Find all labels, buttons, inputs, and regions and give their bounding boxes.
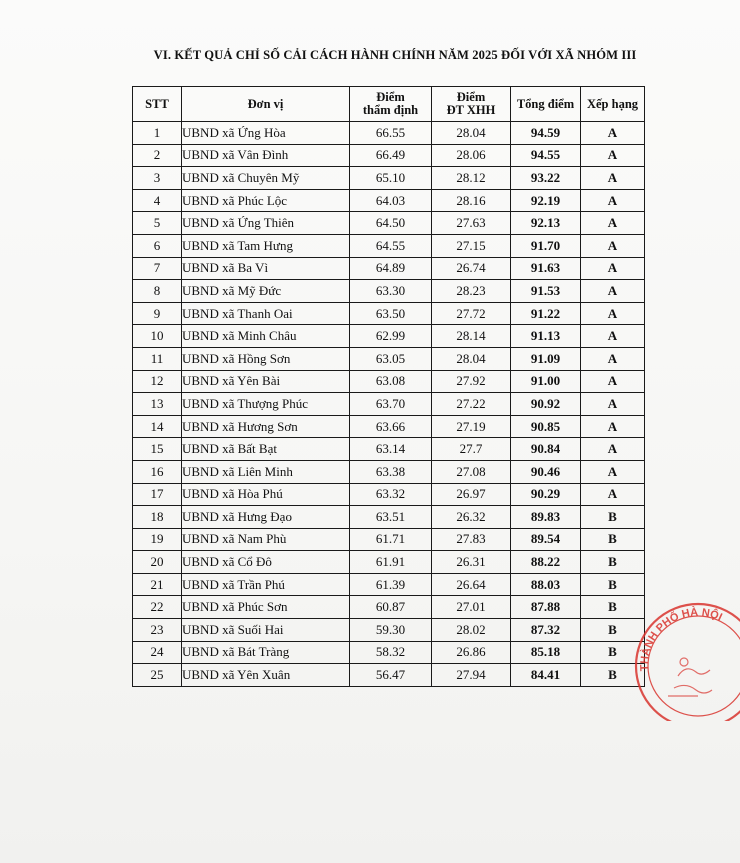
cell-total-score: 91.13 [511, 325, 581, 348]
cell-appraisal-score: 64.50 [350, 212, 432, 235]
table-row [133, 528, 645, 551]
cell-stt: 17 [133, 483, 182, 506]
table-row [133, 325, 645, 348]
cell-unit-name: UBND xã Trần Phú [182, 573, 350, 596]
cell-rank: B [581, 596, 645, 619]
cell-survey-score: 28.23 [432, 280, 511, 303]
cell-rank: A [581, 167, 645, 190]
header-appraisal [350, 87, 432, 122]
cell-appraisal-score: 63.70 [350, 393, 432, 416]
table-row [133, 438, 645, 461]
cell-appraisal-score: 63.14 [350, 438, 432, 461]
document-title: VI. KẾT QUẢ CHỈ SỐ CẢI CÁCH HÀNH CHÍNH NĂM 2025 ĐỐI VỚI XÃ NHÓM III [153, 48, 637, 62]
cell-appraisal-score: 60.87 [350, 596, 432, 619]
header-survey-line2: ĐT XHH [446, 103, 496, 117]
cell-unit-name: UBND xã Minh Châu [182, 325, 350, 348]
cell-unit-name: UBND xã Vân Đình [182, 144, 350, 167]
cell-unit-name: UBND xã Liên Minh [182, 460, 350, 483]
table-row [133, 573, 645, 596]
table-row [133, 506, 645, 529]
cell-total-score: 93.22 [511, 167, 581, 190]
table-row [133, 641, 645, 664]
table-row [133, 144, 645, 167]
cell-appraisal-score: 56.47 [350, 664, 432, 687]
table-body [133, 122, 645, 687]
cell-stt: 24 [133, 641, 182, 664]
cell-survey-score: 28.04 [432, 347, 511, 370]
cell-survey-score: 27.72 [432, 302, 511, 325]
cell-total-score: 91.22 [511, 302, 581, 325]
cell-unit-name: UBND xã Hưng Đạo [182, 506, 350, 529]
cell-appraisal-score: 63.50 [350, 302, 432, 325]
cell-appraisal-score: 59.30 [350, 619, 432, 642]
cell-total-score: 90.84 [511, 438, 581, 461]
cell-rank: A [581, 122, 645, 145]
cell-appraisal-score: 65.10 [350, 167, 432, 190]
cell-total-score: 94.59 [511, 122, 581, 145]
table-row [133, 619, 645, 642]
cell-stt: 12 [133, 370, 182, 393]
cell-unit-name: UBND xã Phúc Sơn [182, 596, 350, 619]
table-row [133, 551, 645, 574]
cell-unit-name: UBND xã Thượng Phúc [182, 393, 350, 416]
cell-rank: A [581, 257, 645, 280]
cell-stt: 18 [133, 506, 182, 529]
cell-survey-score: 27.92 [432, 370, 511, 393]
cell-rank: B [581, 573, 645, 596]
cell-survey-score: 26.64 [432, 573, 511, 596]
cell-survey-score: 27.01 [432, 596, 511, 619]
cell-rank: A [581, 280, 645, 303]
cell-total-score: 91.53 [511, 280, 581, 303]
cell-rank: A [581, 415, 645, 438]
cell-stt: 1 [133, 122, 182, 145]
cell-rank: B [581, 664, 645, 687]
cell-appraisal-score: 58.32 [350, 641, 432, 664]
cell-total-score: 87.88 [511, 596, 581, 619]
cell-stt: 15 [133, 438, 182, 461]
header-stt: STT [133, 87, 182, 122]
cell-appraisal-score: 63.05 [350, 347, 432, 370]
cell-total-score: 92.13 [511, 212, 581, 235]
cell-rank: B [581, 641, 645, 664]
cell-total-score: 90.92 [511, 393, 581, 416]
cell-total-score: 91.63 [511, 257, 581, 280]
cell-appraisal-score: 66.55 [350, 122, 432, 145]
cell-unit-name: UBND xã Ứng Thiên [182, 212, 350, 235]
cell-appraisal-score: 61.91 [350, 551, 432, 574]
cell-total-score: 90.29 [511, 483, 581, 506]
cell-rank: B [581, 551, 645, 574]
cell-total-score: 88.22 [511, 551, 581, 574]
table-row [133, 302, 645, 325]
table-row [133, 596, 645, 619]
seal-text: THÀNH PHỐ HÀ NỘI [638, 606, 724, 672]
cell-unit-name: UBND xã Mỹ Đức [182, 280, 350, 303]
cell-stt: 16 [133, 460, 182, 483]
cell-rank: B [581, 528, 645, 551]
header-rank: Xếp hạng [581, 87, 645, 122]
cell-rank: A [581, 325, 645, 348]
cell-appraisal-score: 61.39 [350, 573, 432, 596]
cell-survey-score: 27.83 [432, 528, 511, 551]
cell-total-score: 84.41 [511, 664, 581, 687]
cell-survey-score: 26.74 [432, 257, 511, 280]
cell-stt: 9 [133, 302, 182, 325]
svg-text:THÀNH PHỐ HÀ NỘI [639, 605, 724, 671]
cell-survey-score: 27.22 [432, 393, 511, 416]
red-seal-stamp [628, 596, 740, 721]
cell-survey-score: 26.31 [432, 551, 511, 574]
cell-stt: 14 [133, 415, 182, 438]
table-row [133, 257, 645, 280]
cell-stt: 23 [133, 619, 182, 642]
header-appraisal-line1: Điểm [376, 90, 405, 104]
cell-total-score: 91.70 [511, 234, 581, 257]
cell-survey-score: 27.94 [432, 664, 511, 687]
cell-survey-score: 28.06 [432, 144, 511, 167]
cell-stt: 25 [133, 664, 182, 687]
cell-unit-name: UBND xã Tam Hưng [182, 234, 350, 257]
cell-appraisal-score: 63.66 [350, 415, 432, 438]
cell-rank: A [581, 393, 645, 416]
table-row [133, 167, 645, 190]
cell-appraisal-score: 63.08 [350, 370, 432, 393]
cell-survey-score: 28.12 [432, 167, 511, 190]
cell-unit-name: UBND xã Yên Bài [182, 370, 350, 393]
cell-stt: 21 [133, 573, 182, 596]
cell-unit-name: UBND xã Yên Xuân [182, 664, 350, 687]
cell-stt: 5 [133, 212, 182, 235]
table-row [133, 280, 645, 303]
cell-unit-name: UBND xã Ba Vì [182, 257, 350, 280]
header-survey [432, 87, 511, 122]
cell-stt: 13 [133, 393, 182, 416]
cell-unit-name: UBND xã Hồng Sơn [182, 347, 350, 370]
cell-survey-score: 26.86 [432, 641, 511, 664]
cell-total-score: 85.18 [511, 641, 581, 664]
cell-appraisal-score: 63.32 [350, 483, 432, 506]
cell-total-score: 88.03 [511, 573, 581, 596]
cell-survey-score: 26.97 [432, 483, 511, 506]
cell-total-score: 90.85 [511, 415, 581, 438]
table-row [133, 234, 645, 257]
cell-rank: A [581, 438, 645, 461]
cell-survey-score: 27.08 [432, 460, 511, 483]
cell-rank: B [581, 506, 645, 529]
results-table [132, 86, 645, 687]
header-appraisal-line2: thẩm định [362, 103, 419, 117]
cell-stt: 4 [133, 189, 182, 212]
header-survey-line1: Điểm [456, 90, 486, 104]
cell-survey-score: 28.04 [432, 122, 511, 145]
table-row [133, 347, 645, 370]
cell-stt: 8 [133, 280, 182, 303]
cell-unit-name: UBND xã Ứng Hòa [182, 122, 350, 145]
cell-unit-name: UBND xã Hòa Phú [182, 483, 350, 506]
cell-stt: 22 [133, 596, 182, 619]
cell-rank: A [581, 370, 645, 393]
cell-total-score: 89.54 [511, 528, 581, 551]
table-row [133, 212, 645, 235]
cell-stt: 6 [133, 234, 182, 257]
seal-graphic [628, 596, 740, 721]
cell-rank: A [581, 483, 645, 506]
cell-survey-score: 27.63 [432, 212, 511, 235]
cell-appraisal-score: 62.99 [350, 325, 432, 348]
cell-total-score: 87.32 [511, 619, 581, 642]
cell-unit-name: UBND xã Bát Tràng [182, 641, 350, 664]
cell-appraisal-score: 61.71 [350, 528, 432, 551]
cell-unit-name: UBND xã Suối Hai [182, 619, 350, 642]
cell-stt: 19 [133, 528, 182, 551]
cell-total-score: 94.55 [511, 144, 581, 167]
table-row [133, 460, 645, 483]
cell-appraisal-score: 64.89 [350, 257, 432, 280]
table-row [133, 370, 645, 393]
cell-rank: A [581, 302, 645, 325]
table-row [133, 122, 645, 145]
cell-survey-score: 27.19 [432, 415, 511, 438]
cell-appraisal-score: 64.55 [350, 234, 432, 257]
cell-unit-name: UBND xã Chuyên Mỹ [182, 167, 350, 190]
cell-rank: A [581, 460, 645, 483]
cell-rank: A [581, 234, 645, 257]
cell-survey-score: 26.32 [432, 506, 511, 529]
cell-appraisal-score: 63.51 [350, 506, 432, 529]
cell-unit-name: UBND xã Phúc Lộc [182, 189, 350, 212]
cell-survey-score: 28.02 [432, 619, 511, 642]
cell-total-score: 90.46 [511, 460, 581, 483]
cell-appraisal-score: 66.49 [350, 144, 432, 167]
cell-appraisal-score: 63.38 [350, 460, 432, 483]
cell-unit-name: UBND xã Thanh Oai [182, 302, 350, 325]
cell-rank: A [581, 189, 645, 212]
cell-rank: A [581, 144, 645, 167]
cell-unit-name: UBND xã Bất Bạt [182, 438, 350, 461]
table-row [133, 189, 645, 212]
cell-stt: 7 [133, 257, 182, 280]
header-unit: Đơn vị [182, 87, 350, 122]
cell-stt: 10 [133, 325, 182, 348]
table-header-row [133, 87, 645, 122]
cell-stt: 11 [133, 347, 182, 370]
cell-survey-score: 28.16 [432, 189, 511, 212]
cell-rank: A [581, 347, 645, 370]
cell-unit-name: UBND xã Hương Sơn [182, 415, 350, 438]
cell-survey-score: 27.15 [432, 234, 511, 257]
table-row [133, 483, 645, 506]
header-total: Tổng điểm [511, 87, 581, 122]
table-row [133, 393, 645, 416]
table-row [133, 664, 645, 687]
cell-unit-name: UBND xã Nam Phù [182, 528, 350, 551]
cell-appraisal-score: 63.30 [350, 280, 432, 303]
cell-appraisal-score: 64.03 [350, 189, 432, 212]
cell-total-score: 89.83 [511, 506, 581, 529]
cell-total-score: 91.09 [511, 347, 581, 370]
cell-rank: A [581, 212, 645, 235]
cell-total-score: 92.19 [511, 189, 581, 212]
cell-unit-name: UBND xã Cổ Đô [182, 551, 350, 574]
cell-survey-score: 27.7 [432, 438, 511, 461]
cell-stt: 20 [133, 551, 182, 574]
cell-survey-score: 28.14 [432, 325, 511, 348]
cell-stt: 2 [133, 144, 182, 167]
cell-total-score: 91.00 [511, 370, 581, 393]
cell-stt: 3 [133, 167, 182, 190]
table-row [133, 415, 645, 438]
cell-rank: B [581, 619, 645, 642]
